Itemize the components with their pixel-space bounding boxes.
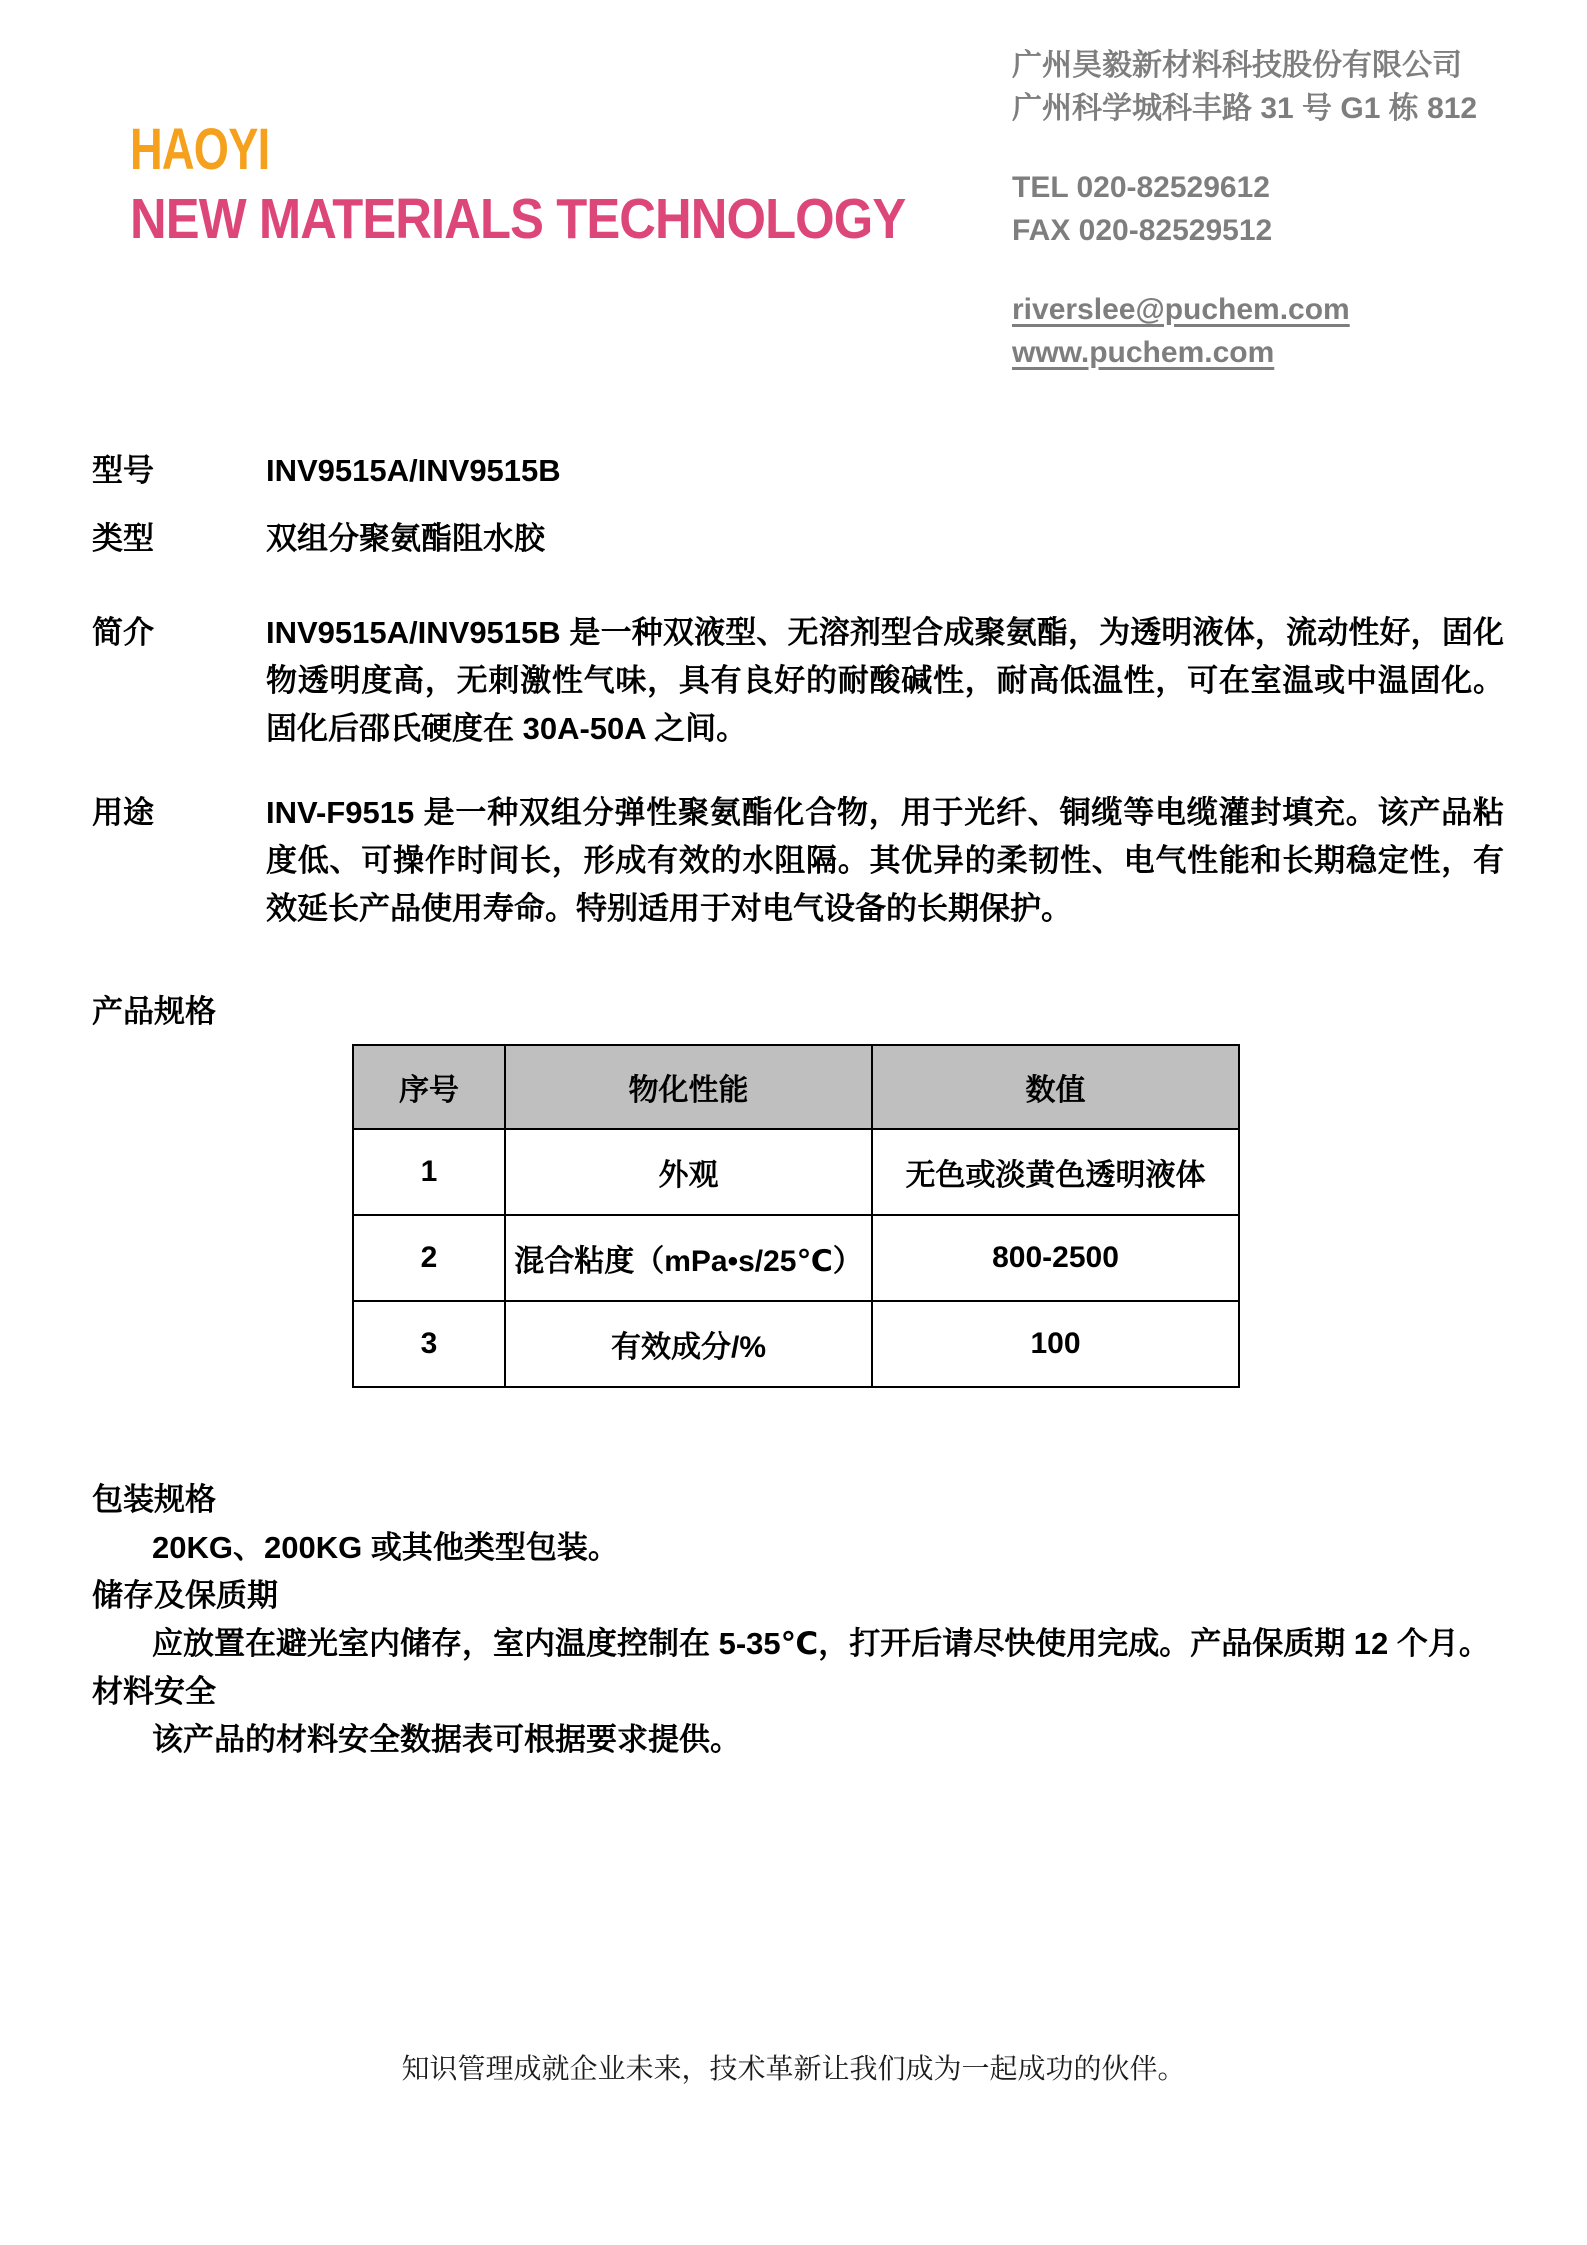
packaging-heading: 包装规格 [92,1482,216,1517]
spec-cell-property: 混合粘度（mPa•s/25℃） [505,1215,872,1301]
spacer [1012,130,1512,166]
storage-body: 应放置在避光室内储存，室内温度控制在 5-35℃，打开后请尽快使用完成。产品保质期 12 个月。 [152,1626,1490,1661]
company-fax: FAX 020-82529512 [1012,214,1273,247]
spec-table [352,1044,1240,1388]
safety-heading: 材料安全 [92,1674,216,1709]
logo-haoyi: HAOYI [130,117,270,182]
company-name: 广州昊毅新材料科技股份有限公司 [1012,49,1462,82]
company-address: 广州科学城科丰路 31 号 G1 栋 812 [1012,92,1478,125]
spec-table-header-row [353,1045,1239,1129]
spec-cell-value: 无色或淡黄色透明液体 [872,1129,1239,1215]
spec-section-title: 产品规格 [92,994,216,1029]
email-link[interactable]: riverslee@puchem.com [1012,293,1350,326]
field-value: INV9515A/INV9515B 是一种双液型、无溶剂型合成聚氨酯，为透明液体，流动性好，固化物透明度高，无刺激性气味，具有良好的耐酸碱性，耐高低温性，可在室温或中温固化。固化后邵氏硬度在 30A-50A 之间。 [266,615,1504,746]
field-label: 型号 [92,453,154,488]
spec-cell-index: 3 [353,1301,505,1387]
spec-cell-index: 1 [353,1129,505,1215]
website-link[interactable]: www.puchem.com [1012,336,1275,369]
table-row [353,1215,1239,1301]
field-row-type [92,515,1504,563]
field-value: 双组分聚氨酯阻水胶 [266,521,545,556]
table-row [353,1301,1239,1387]
field-row-intro [92,609,1504,753]
spec-col-header-value: 数值 [872,1045,1239,1129]
storage-heading: 储存及保质期 [92,1578,278,1613]
field-label: 简介 [92,615,154,650]
field-value: INV-F9515 是一种双组分弹性聚氨酯化合物，用于光纤、铜缆等电缆灌封填充。该产品粘度低、可操作时间长，形成有效的水阻隔。其优异的柔韧性、电气性能和长期稳定性，有效延长产品使用寿命。特别适用于对电气设备的长期保护。 [266,795,1504,926]
spec-cell-property: 有效成分/% [505,1301,872,1387]
field-label: 类型 [92,521,154,556]
logo-subtitle: NEW MATERIALS TECHNOLOGY [130,187,906,251]
spec-cell-value: 800-2500 [872,1215,1239,1301]
field-value: INV9515A/INV9515B [266,453,561,488]
spec-cell-index: 2 [353,1215,505,1301]
spec-cell-value: 100 [872,1301,1239,1387]
company-tel: TEL 020-82529612 [1012,171,1270,204]
safety-body: 该产品的材料安全数据表可根据要求提供。 [152,1722,741,1757]
field-row-usage [92,789,1504,933]
spacer [1012,252,1512,288]
spec-cell-property: 外观 [505,1129,872,1215]
packaging-body: 20KG、200KG 或其他类型包装。 [152,1530,619,1565]
spec-col-header-index: 序号 [353,1045,505,1129]
company-info-block [1012,44,1512,374]
table-row [353,1129,1239,1215]
field-row-model [92,447,1504,495]
field-label: 用途 [92,795,154,830]
footer-slogan: 知识管理成就企业未来，技术革新让我们成为一起成功的伙伴。 [401,2053,1186,2084]
spec-col-header-property: 物化性能 [505,1045,872,1129]
